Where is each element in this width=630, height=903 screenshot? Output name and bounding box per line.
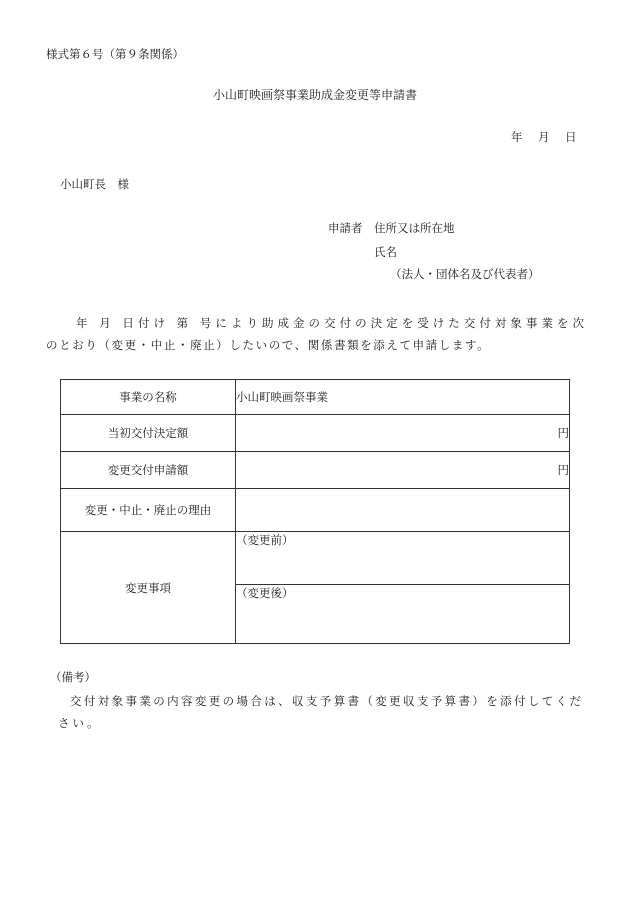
remarks-line-2: さい。 (58, 716, 102, 730)
body-text-line-1: 年 月 日付け 第 号により助成金の交付の決定を受けた交付対象事業を次 (76, 316, 584, 330)
reason-value[interactable] (236, 489, 570, 532)
document-title: 小山町映画祭事業助成金変更等申請書 (212, 88, 417, 102)
date-line: 年 月 日 (511, 130, 579, 144)
table-row (61, 415, 570, 452)
application-table (60, 379, 570, 644)
before-change-field[interactable]: （変更前） (236, 532, 570, 585)
changed-grant-value[interactable]: 円 (236, 452, 570, 489)
project-name-value[interactable]: 小山町映画祭事業 (236, 380, 570, 415)
table-row (61, 452, 570, 489)
change-items-label: 変更事項 (61, 532, 236, 644)
initial-grant-label: 当初交付決定額 (61, 415, 236, 452)
changed-grant-label: 変更交付申請額 (61, 452, 236, 489)
project-name-label: 事業の名称 (61, 380, 236, 415)
name-label: 氏名 (374, 245, 397, 259)
form-number: 様式第６号（第９条関係） (46, 47, 184, 61)
addressee: 小山町長 様 (60, 177, 129, 191)
remarks-line-1: 交付対象事業の内容変更の場合は、収支予算書（変更収支予算書）を添付してくだ (70, 694, 581, 708)
body-text-line-2: のとおり（変更・中止・廃止）したいので、関係書類を添えて申請します。 (46, 338, 491, 352)
table-row (61, 489, 570, 532)
after-change-field[interactable]: （変更後） (236, 585, 570, 644)
reason-label: 変更・中止・廃止の理由 (61, 489, 236, 532)
remarks-title: （備考） (50, 670, 96, 684)
initial-grant-value[interactable]: 円 (236, 415, 570, 452)
table-row (61, 380, 570, 415)
address-label: 住所又は所在地 (374, 221, 455, 235)
table-row (61, 532, 570, 585)
applicant-label: 申請者 (328, 221, 363, 235)
corporation-note: （法人・団体名及び代表者） (390, 267, 540, 281)
